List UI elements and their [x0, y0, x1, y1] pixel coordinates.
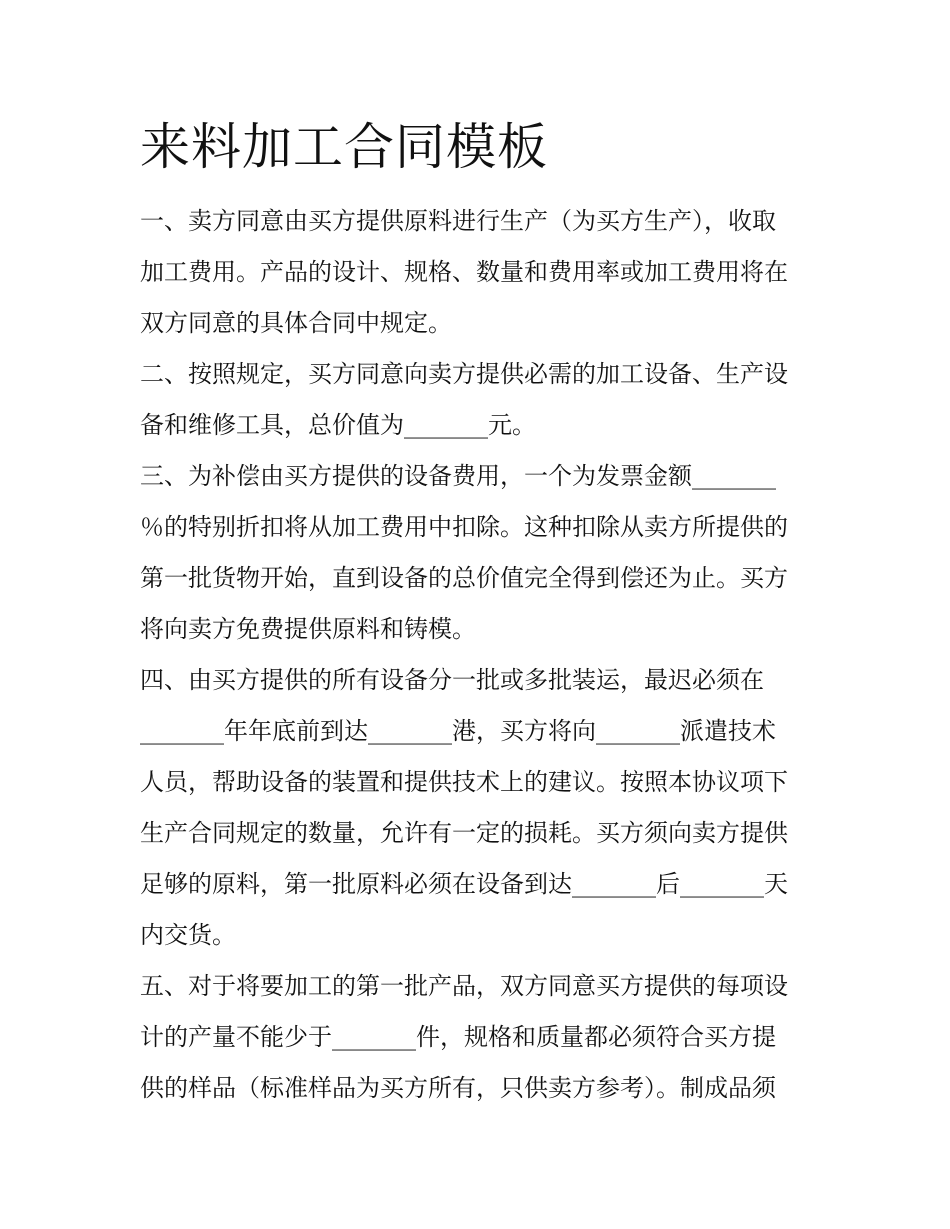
clause-line: 一、卖方同意由买方提供原料进行生产（为买方生产），收取: [140, 207, 776, 235]
clause-5: [140, 961, 812, 1114]
clause-line: 四、由买方提供的所有设备分一批或多批装运，最迟必须在: [140, 666, 764, 694]
clause-2: [140, 349, 812, 451]
clause-1: [140, 196, 812, 349]
clause-4: [140, 655, 812, 961]
clause-3: [140, 451, 812, 655]
document-title: 来料加工合同模板: [140, 118, 548, 176]
document-page: [140, 112, 812, 1114]
clause-line: ％的特别折扣将从加工费用中扣除。这种扣除从卖方所提供的: [140, 513, 788, 541]
clause-line: 二、按照规定，买方同意向卖方提供必需的加工设备、生产设: [140, 360, 788, 388]
clause-line: 生产合同规定的数量，允许有一定的损耗。买方须向卖方提供: [140, 819, 788, 847]
clause-line: 五、对于将要加工的第一批产品，双方同意买方提供的每项设: [140, 972, 788, 1000]
clause-line: 三、为补偿由买方提供的设备费用，一个为发票金额_______: [140, 462, 776, 490]
clause-line: 足够的原料，第一批原料必须在设备到达_______后_______天: [140, 870, 788, 898]
clause-line: 加工费用。产品的设计、规格、数量和费用率或加工费用将在: [140, 258, 788, 286]
clause-line: 供的样品（标准样品为买方所有，只供卖方参考）。制成品须: [140, 1074, 776, 1102]
clause-line: 将向卖方免费提供原料和铸模。: [140, 615, 476, 643]
clause-line: 人员，帮助设备的装置和提供技术上的建议。按照本协议项下: [140, 768, 788, 796]
clause-line: _______年年底前到达_______港，买方将向_______派遣技术: [140, 717, 776, 745]
clause-line: 内交货。: [140, 921, 236, 949]
clause-line: 计的产量不能少于_______件，规格和质量都必须符合买方提: [140, 1023, 776, 1051]
clause-line: 第一批货物开始，直到设备的总价值完全得到偿还为止。买方: [140, 564, 788, 592]
clause-line: 备和维修工具，总价值为_______元。: [140, 411, 536, 439]
clause-line: 双方同意的具体合同中规定。: [140, 309, 452, 337]
